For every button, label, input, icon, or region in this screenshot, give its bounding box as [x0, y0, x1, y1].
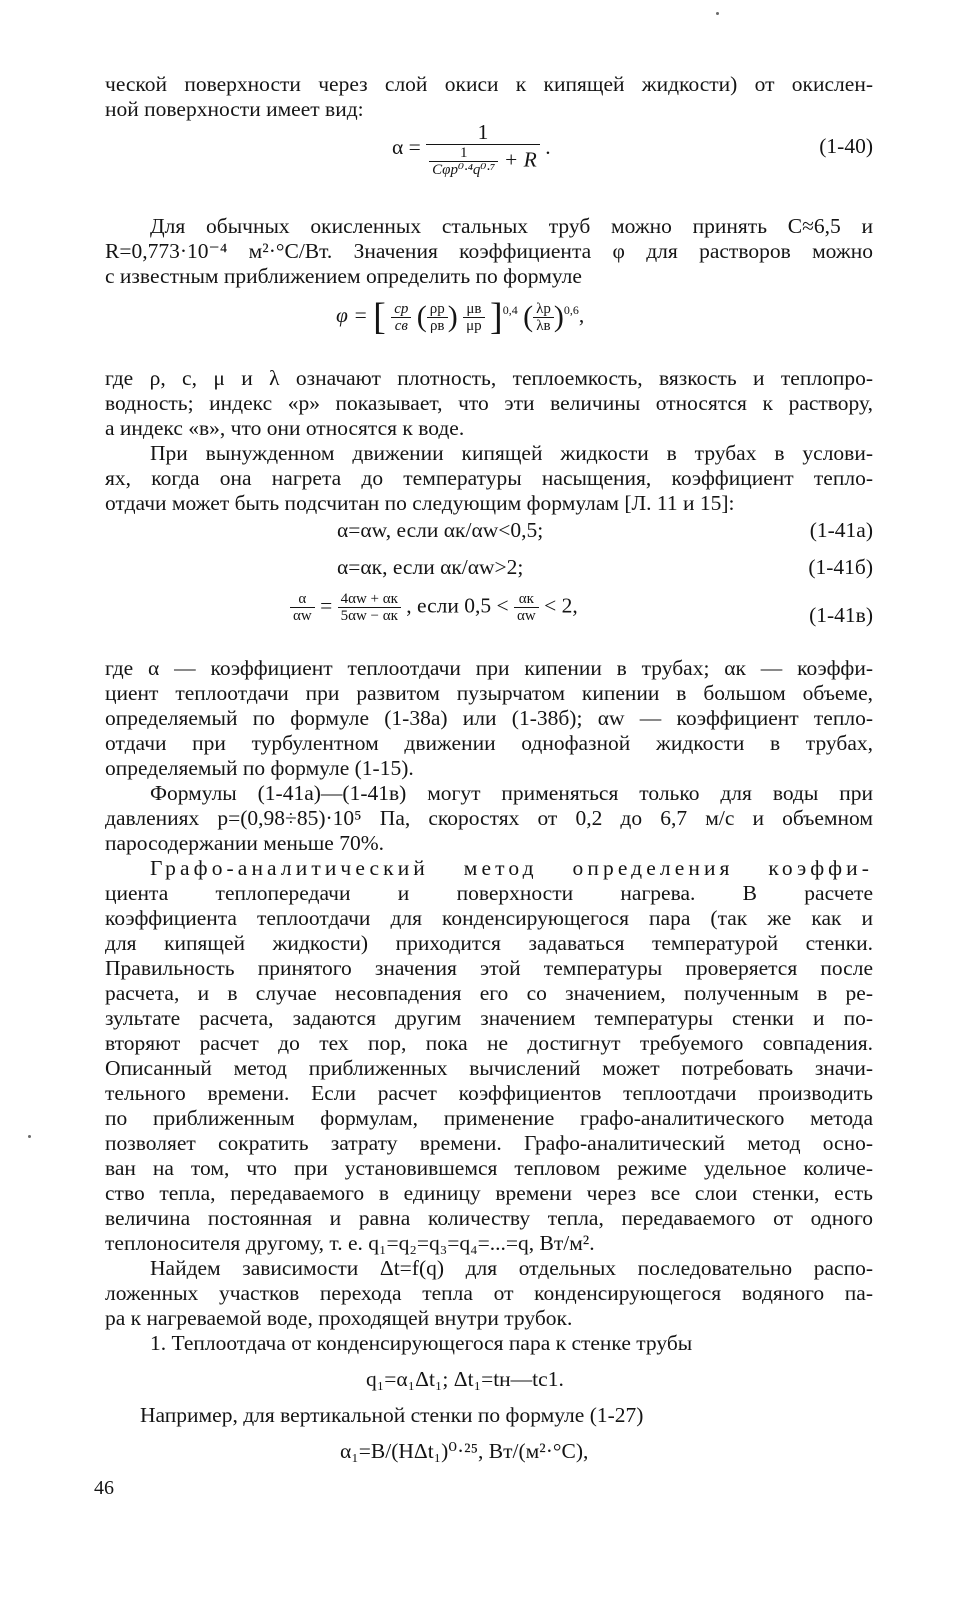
- text-line: величина постоянная и равна количеству тепла, передаваемого от одного: [105, 1206, 873, 1230]
- text-line: Правильность принятого значения этой температуры проверяется после: [105, 956, 873, 980]
- scan-speck: [716, 12, 719, 15]
- text-line: Для обычных окисленных стальных труб можно принять C≈6,5 и: [150, 214, 873, 238]
- text-line: где ρ, c, μ и λ означают плотность, теплоемкость, вязкость и теплопро-: [105, 366, 873, 390]
- text-line: тельного времени. Если расчет коэффициентов теплоотдачи производить: [105, 1081, 873, 1105]
- text-line: а индекс «в», что они относятся к воде.: [105, 416, 465, 440]
- equation-number: (1-40): [819, 134, 873, 158]
- text-line: ях, когда она нагрета до температуры насыщения, коэффициент тепло-: [105, 466, 873, 490]
- text-line-spaced-heading: Графо-аналитический метод определения коэффи-: [150, 856, 873, 880]
- text-line: расчета, и в случае несовпадения его со значением, полученным в ре-: [105, 981, 873, 1005]
- text-line: ра к нагреваемой воде, проходящей внутри трубок.: [105, 1306, 573, 1330]
- page-number: 46: [94, 1477, 114, 1499]
- equation-1-40: α = 1 $\frac{1}{\text{Cφp⁰·⁴q⁰·⁷}}$ + R .: [392, 120, 551, 178]
- text-line: ложенных участков перехода тепла от конденсирующегося водяного па-: [105, 1281, 873, 1305]
- text-line: ческой поверхности через слой окиси к кипящей жидкости) от окислен-: [105, 72, 873, 96]
- text-line: Описанный метод приближенных вычислений может потребовать значи-: [105, 1056, 873, 1080]
- text-line: отдачи может быть подсчитан по следующим формулам [Л. 11 и 15]:: [105, 491, 735, 515]
- text-line: по приближенным формулам, применение графо-аналитического метода: [105, 1106, 873, 1130]
- text-line: с известным приближением определить по формуле: [105, 264, 582, 288]
- text-line: где α — коэффициент теплоотдачи при кипении в трубах; αк — коэффи-: [105, 656, 873, 680]
- text-line: ство тепла, передаваемого в единицу времени через все слои стенки, есть: [105, 1181, 873, 1205]
- text-line: водность; индекс «р» показывает, что эти величины относятся к раствору,: [105, 391, 873, 415]
- text-line: R=0,773·10⁻⁴ м²·°C/Вт. Значения коэффициента φ для растворов можно: [105, 239, 873, 263]
- equation-1-41a: α=αw, если αк/αw<0,5;: [337, 518, 544, 542]
- text-line: определяемый по формуле (1-38а) или (1-38б); αw — коэффициент тепло-: [105, 706, 873, 730]
- fraction: 1 $\frac{1}{\text{Cφp⁰·⁴q⁰·⁷}}$ + R: [426, 120, 540, 178]
- scan-speck: [28, 1135, 31, 1138]
- equation-number: (1-41б): [808, 555, 873, 579]
- text-line: определяемый по формуле (1-15).: [105, 756, 414, 780]
- text-line: зультате расчета, задаются другим значением температуры стенки и по-: [105, 1006, 873, 1030]
- text-line: коэффициента теплоотдачи для конденсирующегося пара (так же как и: [105, 906, 873, 930]
- equation-1-41v: $\frac{\alpha}{\alpha w}$ = $\frac{4\alpha w + \alpha к}{5\alpha w - \alpha к}$ , если 0,5 < $\frac{\alpha к}{\alpha w}$ < 2,: [290, 591, 578, 624]
- equation-number: (1-41а): [809, 518, 873, 542]
- text-line: При вынужденном движении кипящей жидкости в трубах в услови-: [150, 441, 873, 465]
- text-line: паросодержании меньше 70%.: [105, 831, 384, 855]
- text-line: теплоносителя другому, т. е. q₁=q₂=q₃=q₄=...=q, Вт/м².: [105, 1231, 595, 1255]
- text-line: позволяет сократить затрату времени. Графо-аналитический метод осно-: [105, 1131, 873, 1155]
- text-line: Например, для вертикальной стенки по формуле (1-27): [140, 1403, 644, 1427]
- text-line: давлениях p=(0,98÷85)·10⁵ Па, скоростях от 0,2 до 6,7 м/с и объемном: [105, 806, 873, 830]
- text-line: циент теплоотдачи при развитом пузырчатом кипении в большом объеме,: [105, 681, 873, 705]
- text-line: ной поверхности имеет вид:: [105, 97, 364, 121]
- equation-phi: φ = [ $\frac{cр}{cв}$ ( $\frac{\rho р}{\rho в}$ ) $\frac{\mu в}{\mu р}$ ]$^{0,4}$ ( $\frac{\lambda р}{\lambda в}$ )$^{0,6}$,: [336, 296, 585, 339]
- equation-alpha1: α₁=B/(HΔt₁)⁰·²⁵, Вт/(м²·°C),: [340, 1439, 589, 1463]
- equation-number: (1-41в): [809, 603, 873, 627]
- text-line: 1. Теплоотдача от конденсирующегося пара к стенке трубы: [150, 1331, 693, 1355]
- equation-q1: q₁=α₁Δt₁; Δt₁=tн—tс1.: [366, 1367, 564, 1391]
- text-line: ван на том, что при установившемся тепловом режиме удельное количе-: [105, 1156, 873, 1180]
- text-line: Найдем зависимости Δt=f(q) для отдельных последовательно распо-: [150, 1256, 873, 1280]
- text-line: отдачи при турбулентном движении однофазной жидкости в трубах,: [105, 731, 873, 755]
- text-line: Формулы (1-41а)—(1-41в) могут применяться только для воды при: [150, 781, 873, 805]
- text-line: вторяют расчет до тех пор, пока не достигнут требуемого совпадения.: [105, 1031, 873, 1055]
- text-line-spaced-heading: циента теплопередачи и поверхности нагрева. В расчете: [105, 881, 873, 905]
- equation-1-41b: α=αк, если αк/αw>2;: [337, 555, 524, 579]
- text-line: для кипящей жидкости) приходится задаваться температурой стенки.: [105, 931, 873, 955]
